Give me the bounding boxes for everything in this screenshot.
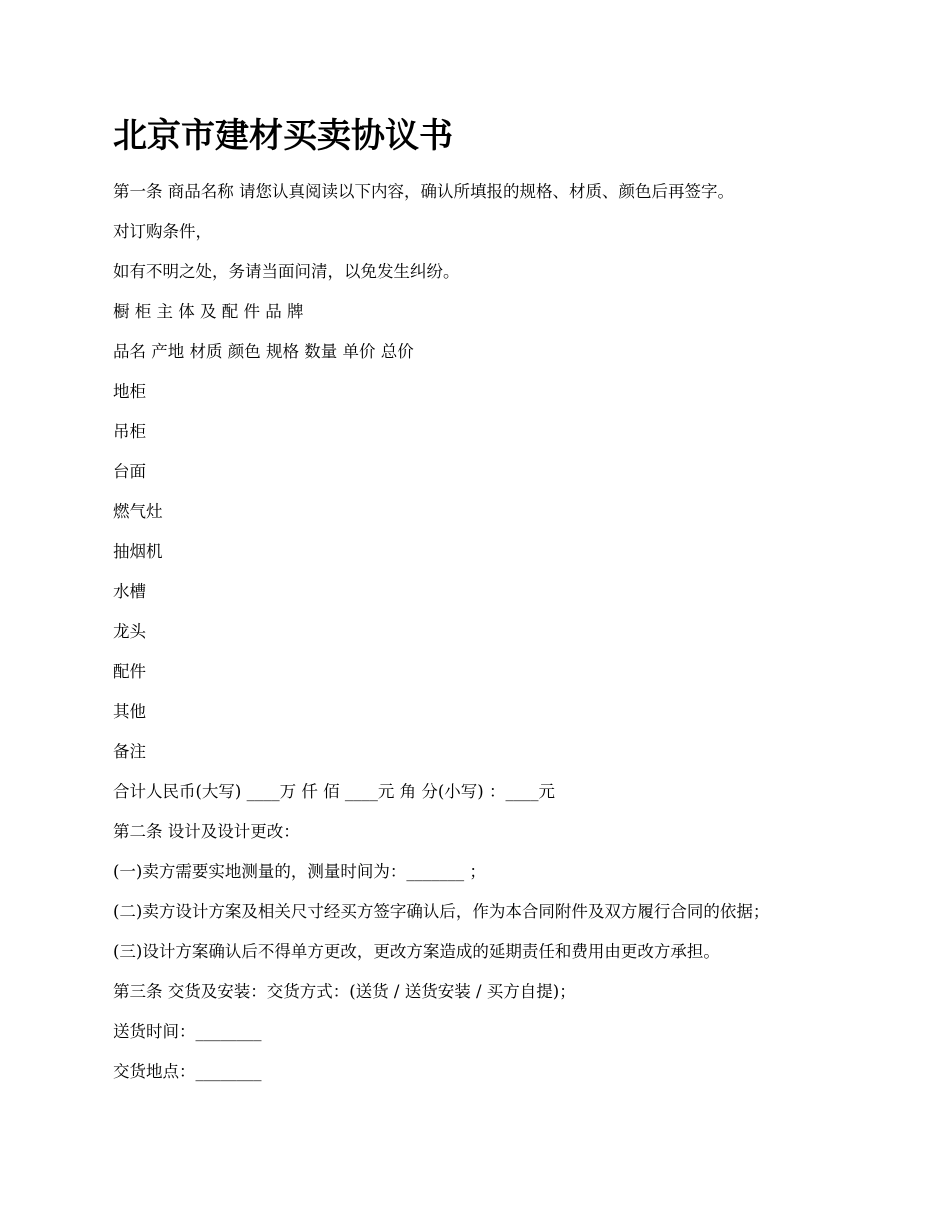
- clause-2-item-1: (一)卖方需要实地测量的，测量时间为：_______ ；: [113, 862, 486, 881]
- item-other: 其他: [113, 702, 146, 721]
- order-conditions-line: 对订购条件，: [113, 222, 212, 241]
- document-body: [113, 176, 913, 1096]
- cabinet-brand-heading: 橱 柜 主 体 及 配 件 品 牌: [113, 302, 304, 321]
- clause-2-item-2: (二)卖方设计方案及相关尺寸经买方签字确认后，作为本合同附件及双方履行合同的依据；: [113, 902, 770, 921]
- clause-2-heading: 第二条 设计及设计更改：: [113, 822, 300, 841]
- product-columns-header: 品名 产地 材质 颜色 规格 数量 单价 总价: [113, 342, 414, 361]
- item-wall-cabinet: 吊柜: [113, 422, 146, 441]
- item-range-hood: 抽烟机: [113, 542, 163, 561]
- item-accessories: 配件: [113, 662, 146, 681]
- document-title: 北京市建材买卖协议书: [113, 116, 453, 156]
- item-faucet: 龙头: [113, 622, 146, 641]
- item-sink: 水槽: [113, 582, 146, 601]
- item-gas-stove: 燃气灶: [113, 502, 163, 521]
- item-countertop: 台面: [113, 462, 146, 481]
- clause-3-heading: 第三条 交货及安装：交货方式：(送货 / 送货安装 / 买方自提)；: [113, 982, 576, 1001]
- item-remarks: 备注: [113, 742, 146, 761]
- clarification-line: 如有不明之处，务请当面问清，以免发生纠纷。: [113, 262, 460, 281]
- delivery-time-line: 送货时间：________: [113, 1022, 262, 1041]
- item-base-cabinet: 地柜: [113, 382, 146, 401]
- clause-2-item-3: (三)设计方案确认后不得单方更改，更改方案造成的延期责任和费用由更改方承担。: [113, 942, 720, 961]
- total-amount-line: 合计人民币(大写) ____万 仟 佰 ____元 角 分(小写) ：____元: [113, 782, 555, 801]
- clause-1-product-name: 第一条 商品名称 请您认真阅读以下内容，确认所填报的规格、材质、颜色后再签字。: [113, 182, 734, 201]
- delivery-location-line: 交货地点：________: [113, 1062, 262, 1081]
